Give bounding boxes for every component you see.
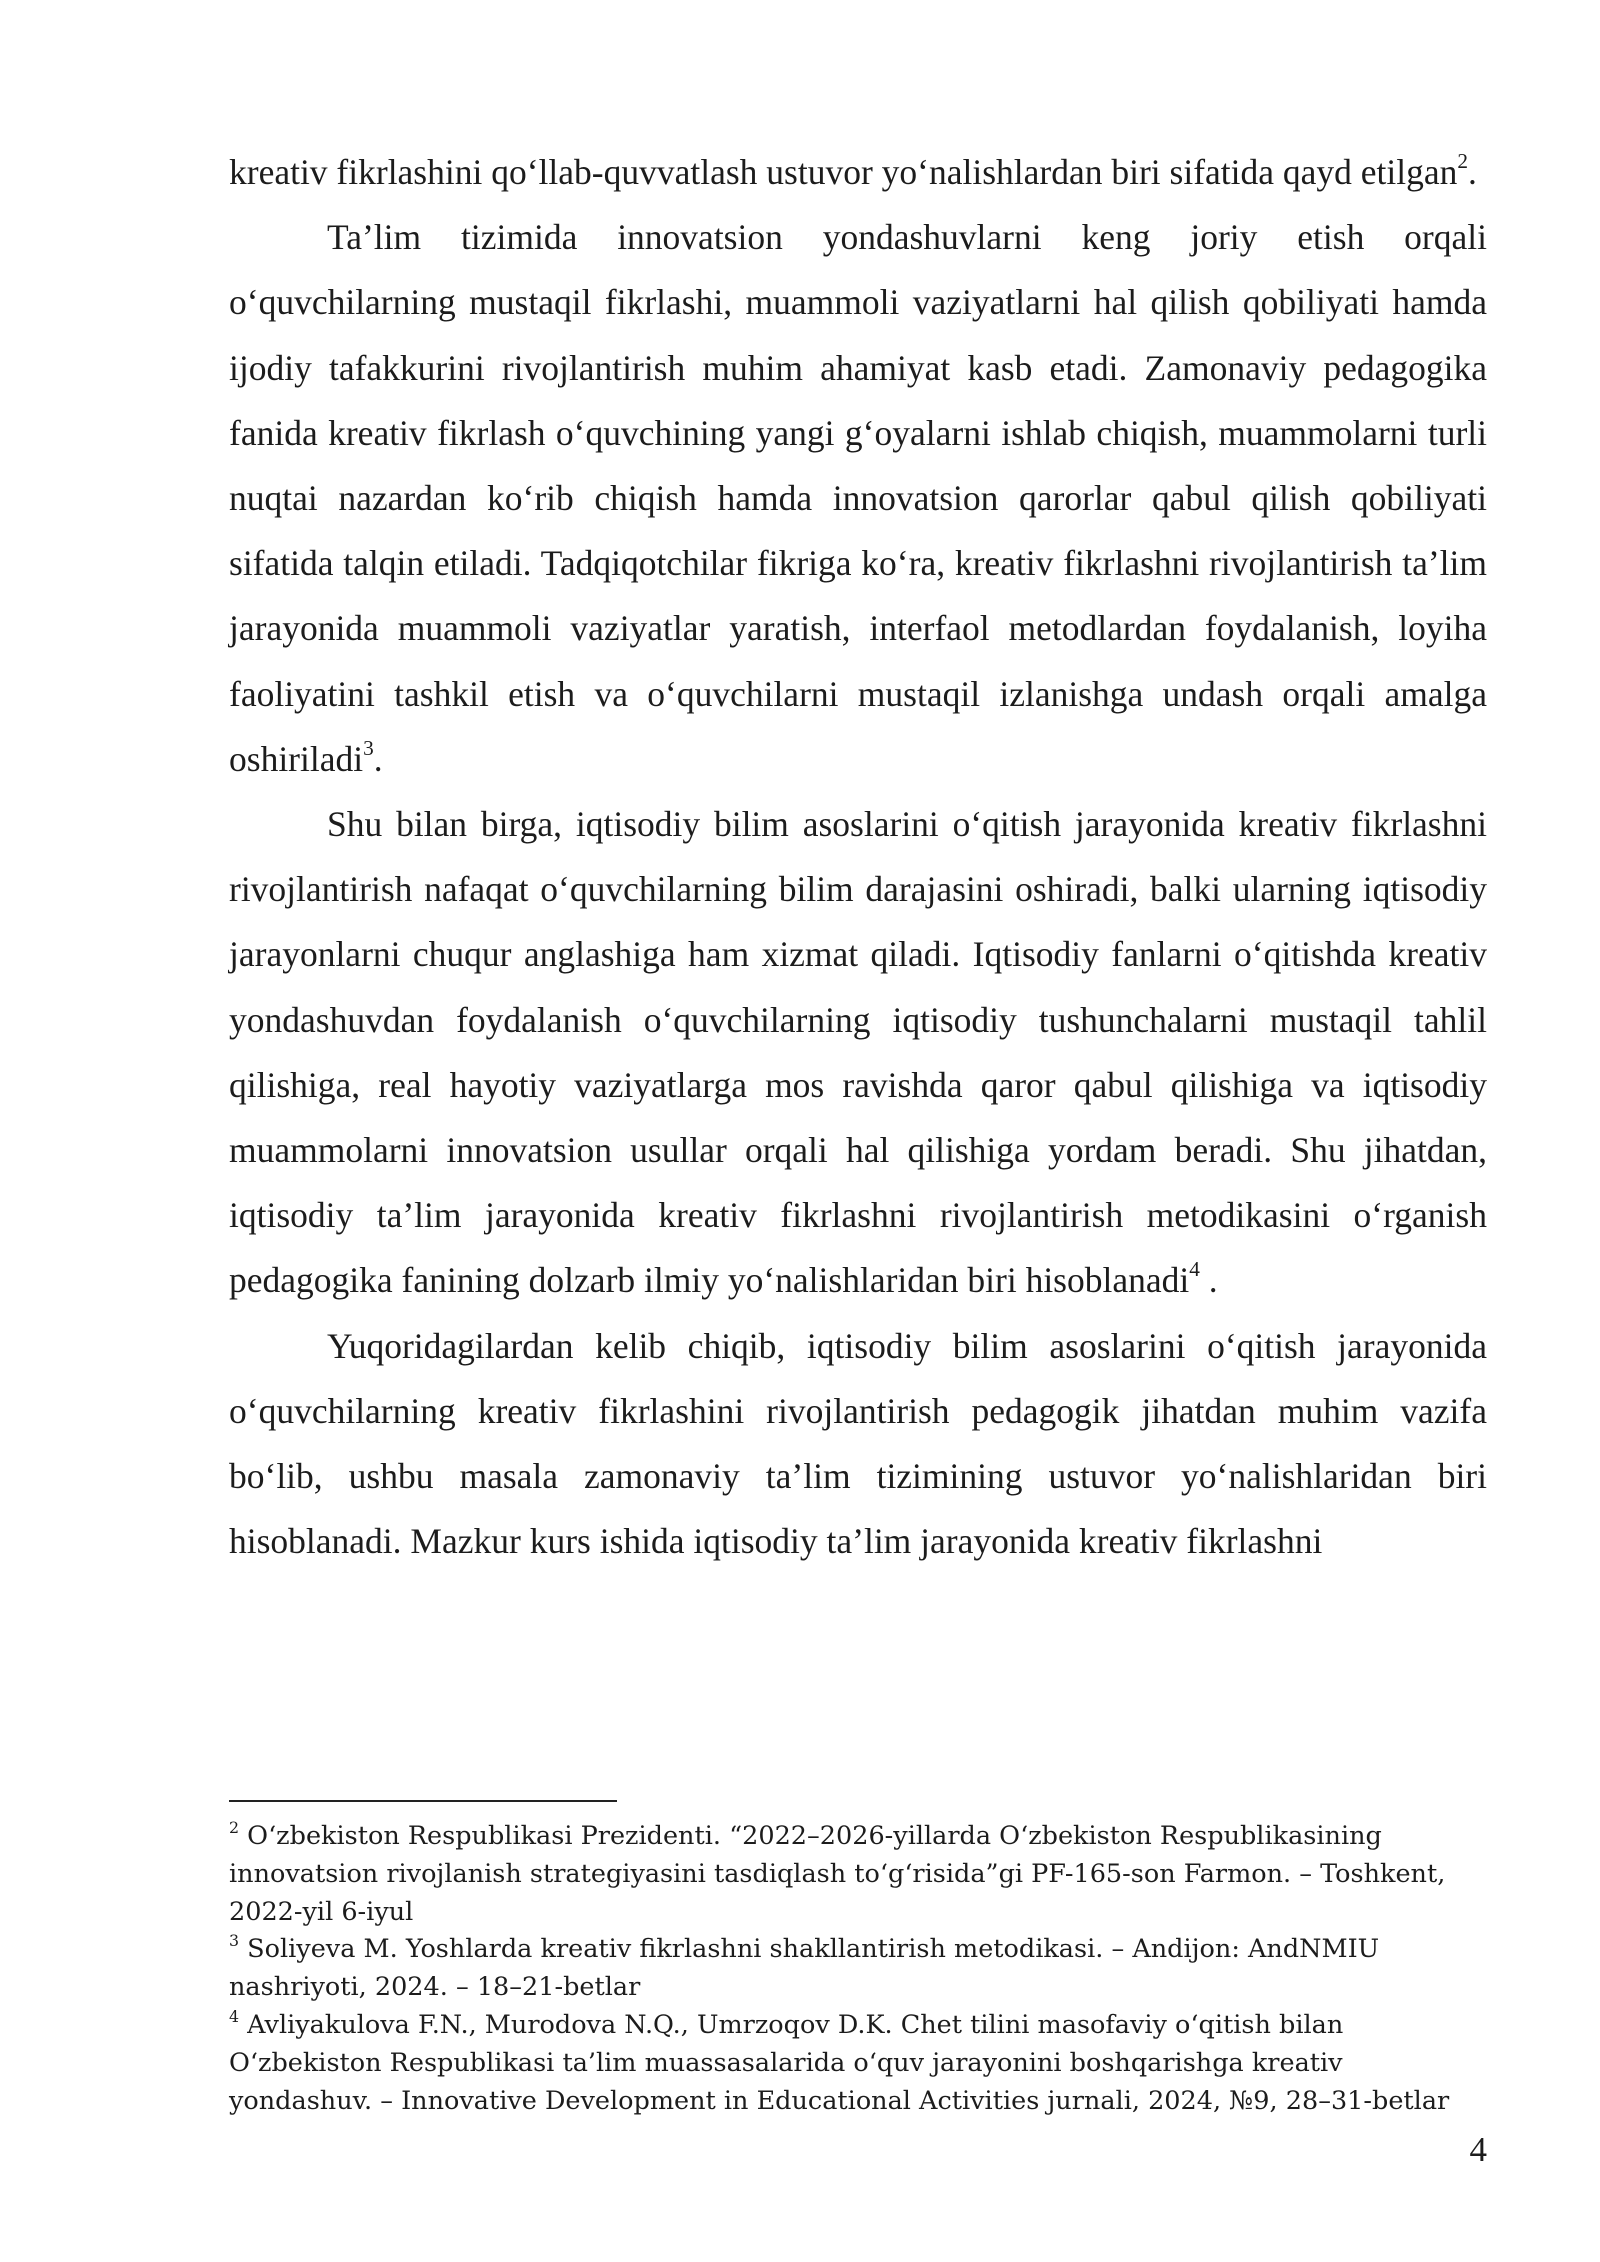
- body-text: [229, 140, 1487, 1574]
- footnote-3: [229, 1931, 1491, 2007]
- footnote-separator: [229, 1800, 617, 1802]
- footnote-number: 3: [229, 1931, 240, 1951]
- paragraph-text: Ta’lim tizimida innovatsion yondashuvlarni keng joriy etish orqali o‘quvchilarning mustaqil fikrlashi, muammoli vaziyatlarni hal qilish qobiliyati hamda ijodiy tafakkurini rivojlantirish muhim ahamiyat kasb etadi. Zamonaviy pedagogika fanida kreativ fikrlash o‘quvchining yangi g‘oyalarni ishlab chiqish, muammolarni turli nuqtai nazardan ko‘rib chiqish hamda innovatsion qarorlar qabul qilish qobiliyati sifatida talqin etiladi. Tadqiqotchilar fikriga ko‘ra, kreativ fikrlashni rivojlantirish ta’lim jarayonida muammoli vaziyatlar yaratish, interfaol metodlardan foydalanish, loyiha faoliyatini tashkil etish va o‘quvchilarni mustaqil izlanishga undash orqali amalga oshiriladi: [229, 217, 1487, 779]
- paragraph-text: Yuqoridagilardan kelib chiqib, iqtisodiy bilim asoslarini o‘qitish jarayonida o‘quvchilarning kreativ fikrlashini rivojlantirish pedagogik jihatdan muhim vazifa bo‘lib, ushbu masala zamonaviy ta’lim tizimining ustuvor yo‘nalishlaridan biri hisoblanadi. Mazkur kurs ishida iqtisodiy ta’lim jarayonida kreativ fikrlashni: [229, 1325, 1487, 1562]
- footnote-number: 4: [229, 2006, 240, 2026]
- paragraph-text: kreativ fikrlashini qo‘llab-quvvatlash ustuvor yo‘nalishlardan biri sifatida qayd etilgan: [229, 152, 1458, 192]
- paragraph-tail: .: [373, 738, 383, 779]
- footnote-reference-3[interactable]: 3: [363, 735, 374, 760]
- paragraph-3: [229, 792, 1487, 1314]
- paragraph-2: [229, 205, 1487, 792]
- footnote-text: Soliyeva M. Yoshlarda kreativ fikrlashni shakllantirish metodikasi. – Andijon: AndNMIU nashriyoti, 2024. – 18–21-betlar: [229, 1934, 1380, 2003]
- footnote-reference-4[interactable]: 4: [1189, 1257, 1200, 1282]
- footnote-2: [229, 1818, 1491, 1931]
- paragraph-tail: .: [1468, 152, 1477, 192]
- footnote-text: Avliyakulova F.N., Murodova N.Q., Umrzoqov D.K. Chet tilini masofaviy o‘qitish bilan O‘zbekiston Respublikasi ta’lim muassasalarida o‘quv jarayonini boshqarishga kreativ yondashuv. – Innovative Development in Educational Activities jurnali, 2024, №9, 28–31-betlar: [229, 2009, 1450, 2116]
- paragraph-4: [229, 1314, 1487, 1575]
- paragraph-1: [229, 140, 1487, 205]
- page-number: 4: [1469, 2130, 1487, 2169]
- footnote-number: 2: [229, 1817, 240, 1837]
- footnote-text: O‘zbekiston Respublikasi Prezidenti. “2022–2026-yillarda O‘zbekiston Respublikasining innovatsion rivojlanish strategiyasini tasdiqlash to‘g‘risida”gi PF-165-son Farmon. – Toshkent, 2022-yil 6-iyul: [229, 1821, 1446, 1927]
- footnote-reference-2[interactable]: 2: [1457, 149, 1469, 174]
- paragraph-text: Shu bilan birga, iqtisodiy bilim asoslarini o‘qitish jarayonida kreativ fikrlashni rivojlantirish nafaqat o‘quvchilarning bilim darajasini oshiradi, balki ularning iqtisodiy jarayonlarni chuqur anglashiga ham xizmat qiladi. Iqtisodiy fanlarni o‘qitishda kreativ yondashuvdan foydalanish o‘quvchilarning iqtisodiy tushunchalarni mustaqil tahlil qilishiga, real hayotiy vaziyatlarga mos ravishda qaror qabul qilishiga va iqtisodiy muammolarni innovatsion usullar orqali hal qilishiga yordam beradi. Shu jihatdan, iqtisodiy ta’lim jarayonida kreativ fikrlashni rivojlantirish metodikasini o‘rganish pedagogika fanining dolzarb ilmiy yo‘nalishlaridan biri hisoblanadi: [229, 804, 1487, 1301]
- paragraph-tail: .: [1199, 1260, 1218, 1301]
- footnotes: [229, 1818, 1491, 2120]
- footnote-4: [229, 2007, 1491, 2120]
